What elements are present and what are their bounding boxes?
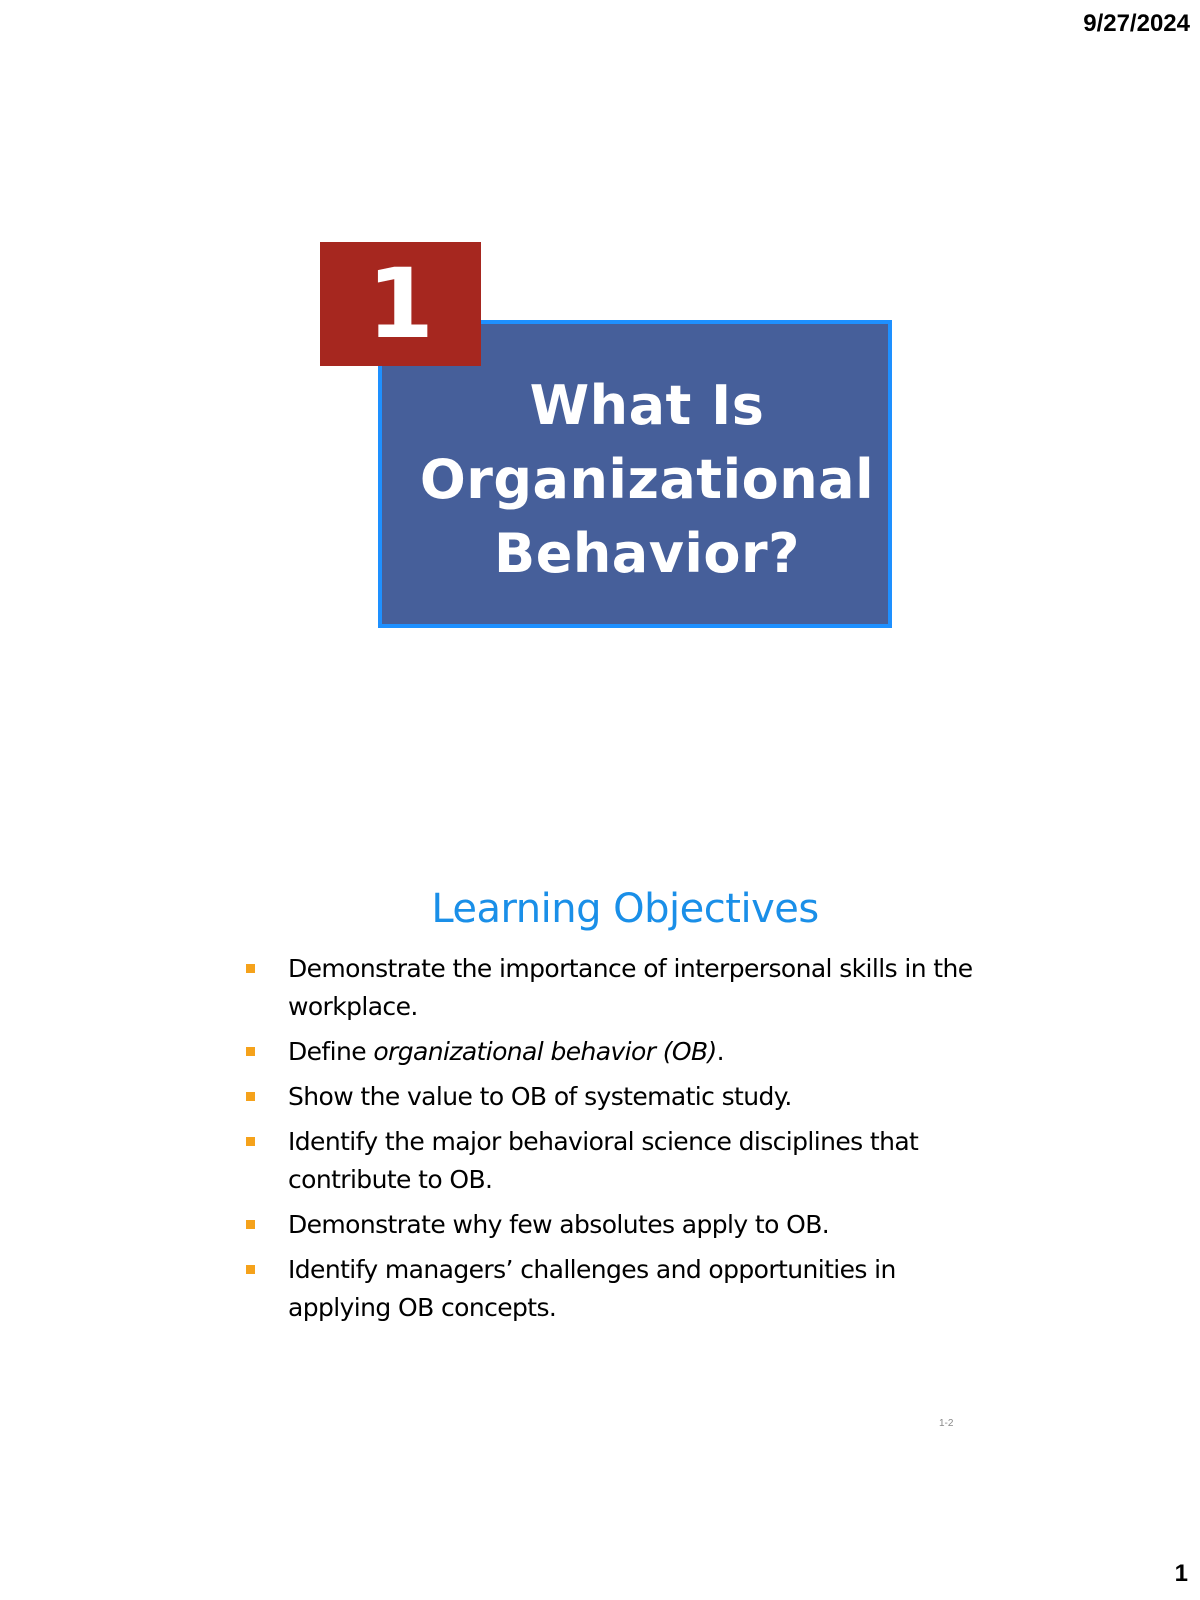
objective-suffix: . bbox=[716, 1037, 725, 1066]
objective-item bbox=[240, 1251, 1000, 1327]
slide-number: 1-2 bbox=[939, 1418, 954, 1429]
objective-text: Demonstrate the importance of interpersonal skills in the workplace. bbox=[288, 954, 973, 1021]
objective-text: Identify the major behavioral science disciplines that contribute to OB. bbox=[288, 1127, 919, 1194]
chapter-number-box bbox=[320, 242, 481, 366]
chapter-number: 1 bbox=[367, 248, 434, 360]
square-bullet-icon bbox=[246, 1220, 255, 1229]
objective-item bbox=[240, 1078, 1000, 1116]
objective-text: Demonstrate why few absolutes apply to OB. bbox=[288, 1210, 830, 1239]
chapter-title-line-1: What Is bbox=[529, 374, 765, 437]
square-bullet-icon bbox=[246, 1137, 255, 1146]
chapter-title bbox=[390, 357, 880, 591]
square-bullet-icon bbox=[246, 1092, 255, 1101]
objective-text: Identify managers’ challenges and opportunities in applying OB concepts. bbox=[288, 1255, 896, 1322]
objective-item bbox=[240, 1033, 1000, 1071]
objectives-list bbox=[240, 950, 1000, 1334]
header-date: 9/27/2024 bbox=[1083, 10, 1190, 37]
objective-item bbox=[240, 1206, 1000, 1244]
objective-item bbox=[240, 1123, 1000, 1199]
objective-prefix: Define bbox=[288, 1037, 374, 1066]
square-bullet-icon bbox=[246, 964, 255, 973]
page-number: 1 bbox=[1174, 1560, 1188, 1587]
learning-objectives-title: Learning Objectives bbox=[431, 886, 819, 932]
slide-learning-objectives bbox=[0, 800, 1200, 1600]
objective-italic-term: organizational behavior (OB) bbox=[373, 1037, 717, 1066]
chapter-title-box bbox=[378, 320, 892, 628]
chapter-title-line-3: Behavior? bbox=[494, 522, 800, 585]
square-bullet-icon bbox=[246, 1265, 255, 1274]
objective-item bbox=[240, 950, 1000, 1026]
chapter-title-line-2: Organizational bbox=[419, 448, 875, 511]
square-bullet-icon bbox=[246, 1047, 255, 1056]
objective-text: Show the value to OB of systematic study. bbox=[288, 1082, 792, 1111]
